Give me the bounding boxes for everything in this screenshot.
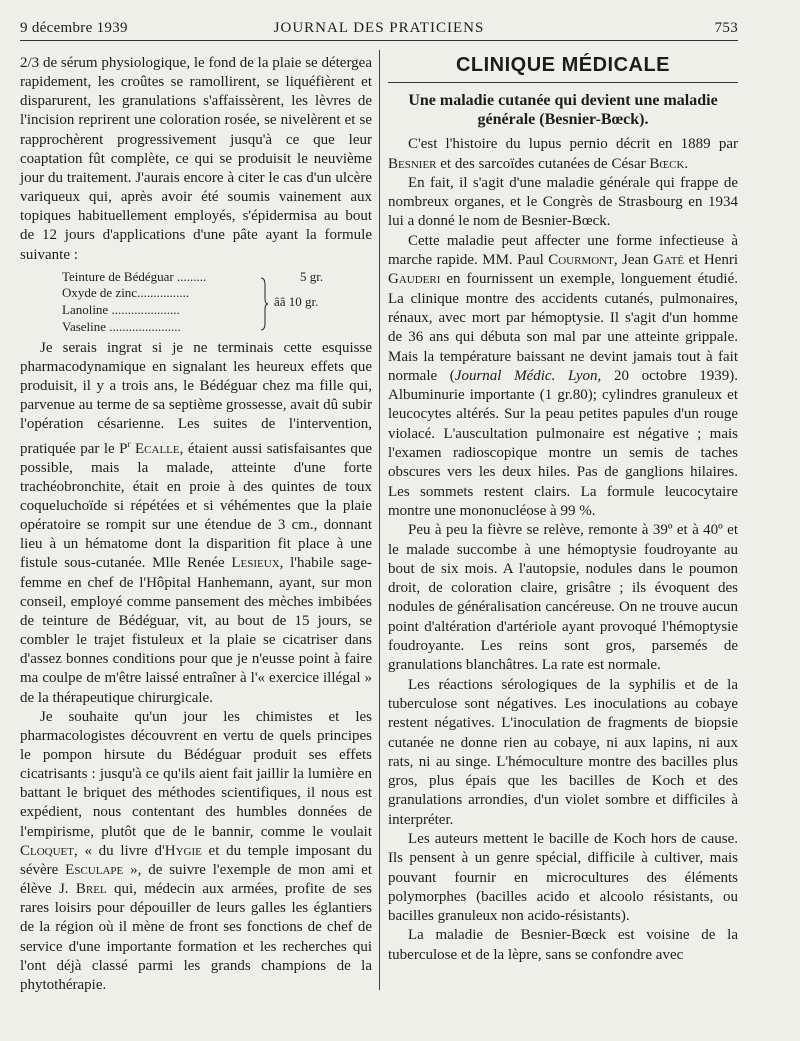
- author-name: Hygie: [164, 842, 202, 859]
- paragraph: 2/3 de sérum physiologique, le fond de la plaie se détergea rapidement, les croûtes se ramollirent, se liquéfièrent et disparurent, les granulations s'affaissèrent, les lèvres de l'incision reprirent une coloration rosée, se nivelèrent et se rapprochèrent progressivement jusqu'à ce que leur coaptation fût complète, ce qui se produisit le neuvième jour du traitement. J'aurais encore à citer le cas d'un ulcère variqueux qui, après avoir été soumis vainement aux topiques habituellement employés, s'épidermisa au bout de 12 jours d'applications d'une pâte ayant la formule suivante :: [20, 55, 372, 263]
- author-name: Courmont: [548, 252, 614, 269]
- issue-date: 9 décembre 1939: [20, 20, 128, 36]
- paragraph: Cette maladie peut affecter une forme infectieuse à marche rapide. MM. Paul Courmont, Jean Gaté et Henri Gauderi en fournissent un exemple, longuement étudié. La clinique montre des accidents cutanés, pulmonaires, rénaux, avec mort par hémoptysie. Il s'agit d'un homme de 36 ans qui débuta son mal par une atteinte grippale. Mais la température baissant ne devint jamais tout à fait normale (Journal Médic. Lyon, 20 octobre 1939). Albuminurie importante (1 gr.80); cylindres granuleux et leucocytes altérés. Sur la peau petites papules d'un rouge violacé. L'auscultation pulmonaire est négative ; mais l'examen radioscopique montre un semis de taches obscures vers les deux hiles. Pas de ganglions hilaires. Les sommets restent clairs. La formule leucocytaire montre une mononucléose à 99 %.: [388, 232, 738, 519]
- formula-line: Lanoline .....................: [62, 301, 180, 317]
- author-name: Gaté: [653, 252, 685, 269]
- paragraph: La maladie de Besnier-Bœck est voisine de la tuberculose et de la lèpre, sans se confondre avec: [388, 927, 738, 963]
- author-name: Besnier: [388, 155, 437, 172]
- formula-quantity: 5 gr.: [300, 268, 324, 284]
- author-name: Lesieux: [231, 555, 280, 572]
- paragraph: En fait, il s'agit d'une maladie générale qui frappe de nombreux organes, et le Congrès de Strasbourg en 1934 lui a donné le nom de Besnier-Bœck.: [388, 174, 738, 230]
- section-title: CLINIQUE MÉDICALE: [388, 54, 738, 83]
- author-name: Bœck: [649, 155, 685, 172]
- page-header: [20, 18, 738, 41]
- formula-line: Vaseline ......................: [62, 318, 181, 334]
- author-name: Esculape: [65, 861, 124, 878]
- formula-quantity: ââ 10 gr.: [274, 293, 319, 309]
- paragraph: Je souhaite qu'un jour les chimistes et les pharmacologistes découvrent en vertu de quels principes le pompon hirsute du Bédéguar produit ses effets cicatrisants : jusqu'à ce qu'ils aient fait jaillir la lumière en battant le briquet des méthodes scientifiques, il nous est expédient, nous contentant des humbles données de l'empirisme, plutôt que de le bannir, comme le voulait Cloquet, « du livre d'Hygie et du temple imposant du sévère Esculape », de suivre l'exemple de mon ami et élève J. Brel qui, médecin aux armées, profite de ses rares loisirs pour dépouiller de leurs galles les églantiers de la région où il mène de front ses fonctions de chef de service d'une importante formation et les recherches qui l'ont déjà classé parmi les grands champions de la phytothérapie.: [20, 708, 372, 993]
- article-title: Une maladie cutanée qui devient une maladie générale (Besnier-Bœck).: [408, 92, 718, 129]
- brace-icon: [260, 277, 268, 331]
- author-name: Cloquet: [20, 842, 74, 859]
- formula-line: Teinture de Bédéguar .........: [62, 268, 207, 284]
- paragraph: Les auteurs mettent le bacille de Koch hors de cause. Ils pensent à un genre spécial, difficile à cultiver, mais pouvant fournir en microcultures des éléments polymorphes (bacilles acido et alcoolo résistants, ou bacilles granuleux non acido-résistants).: [388, 830, 738, 925]
- paragraph: Peu à peu la fièvre se relève, remonte à 39º et à 40º et le malade succombe à une hémoptysie foudroyante au bout de six mois. A l'autopsie, nodules dans le poumon droit, de coloration claire, grisâtre ; ils évoquent des nodules de généralisation cancéreuse. On ne trouve aucun point d'altération d'artériole ayant provoqué l'hémoptysie foudroyante. Les reins sont gros, parsemés de granulations blanchâtres. La rate est normale.: [388, 522, 738, 674]
- author-name: Ecalle: [135, 440, 180, 457]
- paragraph: C'est l'histoire du lupus pernio décrit en 1889 par Besnier et des sarcoïdes cutanées de César Bœck.: [388, 136, 738, 172]
- paragraph: Je serais ingrat si je ne terminais cette esquisse pharmacodynamique en signalant les heureux effets que produisit, il y a trois ans, le Bédéguar chez ma fille qui, parvenue au terme de sa septième grossesse, avait dû subir l'opération césarienne. Les suites de l'intervention, pratiquée par le $P^r$ Ecalle, étaient aussi satisfaisantes que possible, mais la malade, atteinte d'une forte trachéobronchite, était en proie à des quintes de toux coqueluchoïde si répétées et si véhémentes que la plaie opératoire se rompit sur une étendue de 3 cm., donnant lieu à un hématome dont la disparition fit place à une fistule sous-cutanée. Mlle Renée Lesieux, l'habile sage-femme en chef de l'Hôpital Hanhemann, ayant, sur mon conseil, employé comme pansement des mèches imbibées de teinture de Bédéguar, vit, au bout de 15 jours, se combler le trajet fistuleux et la plaie se cicatriser dans d'assez bonnes conditions pour que je n'eusse point à faire ma coulpe de m'être laissé entraîner à l'« exercice illégal » de la thérapeutique chirurgicale.: [20, 339, 373, 706]
- author-name: Brel: [75, 881, 107, 898]
- author-name: Gauderi: [388, 271, 441, 288]
- left-column: [20, 54, 372, 995]
- column-divider: [379, 50, 380, 990]
- journal-reference: Journal Médic. Lyon,: [454, 367, 602, 384]
- journal-title: JOURNAL DES PRATICIENS: [273, 20, 485, 36]
- formula-line: Oxyde de zinc................: [62, 284, 190, 300]
- formula-block: [62, 269, 362, 335]
- paragraph: Les réactions sérologiques de la syphilis et de la tuberculose sont négatives. Les inoculations au cobaye restent négatives. L'inoculation de fragments de biopsie cutanée ne donne rien au cobaye, ni aux lapins, ni aux rats, ni au singe. L'hémoculture montre des bacilles plus gros, plus épais que les bacilles de Koch et des granulations arrondies, d'un violet sombre et difficiles à interpréter.: [388, 676, 738, 828]
- page-number: 753: [714, 20, 738, 36]
- right-column: [388, 54, 738, 965]
